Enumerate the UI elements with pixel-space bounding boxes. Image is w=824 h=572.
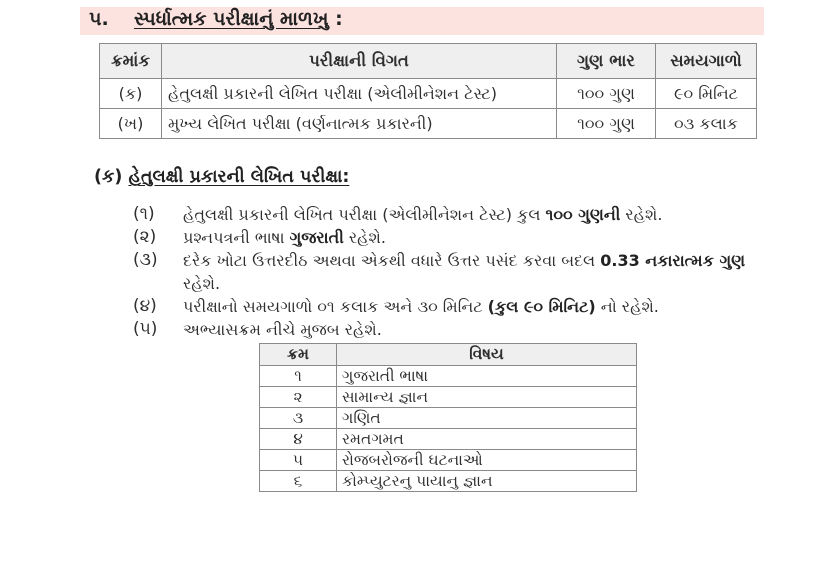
exam-structure-table bbox=[99, 43, 757, 139]
list-item bbox=[133, 203, 773, 226]
section-title-colon: : bbox=[328, 8, 343, 30]
list-item bbox=[133, 318, 773, 341]
cell-serial: (ખ) bbox=[100, 109, 162, 139]
cell-marks: ૧૦૦ ગુણ bbox=[557, 79, 656, 109]
header-duration: સમયગાળો bbox=[656, 44, 757, 79]
list-text: દરેક ખોટા ઉત્તરદીઠ અથવા એકથી વધારે ઉત્તર પસંદ કરવા બદલ 0.33 નકારાત્મક ગુણ રહેશે. bbox=[183, 251, 746, 293]
list-number: (૩) bbox=[133, 250, 158, 270]
header-exam-detail: પરીક્ષાની વિગત bbox=[162, 44, 557, 79]
cell-serial: ૬ bbox=[260, 471, 337, 492]
cell-serial: ૧ bbox=[260, 366, 337, 387]
table-row bbox=[100, 109, 757, 139]
cell-serial: ૪ bbox=[260, 429, 337, 450]
cell-subject: રોજબરોજની ઘટનાઓ bbox=[337, 450, 637, 471]
list-number: (૧) bbox=[133, 204, 155, 224]
list-text: અભ્યાસક્રમ નીચે મુજબ રહેશે. bbox=[183, 320, 382, 339]
table-row bbox=[260, 387, 637, 408]
list-text: પ્રશ્નપત્રની ભાષા ગુજરાતી રહેશે. bbox=[183, 228, 386, 247]
section-title-text: સ્પર્ધાત્મક પરીક્ષાનું માળખુ bbox=[134, 8, 329, 30]
table-header-row bbox=[260, 344, 637, 366]
cell-subject: સામાન્ય જ્ઞાન bbox=[337, 387, 637, 408]
header-marks: ગુણ ભાર bbox=[557, 44, 656, 79]
section-number: ૫. bbox=[89, 8, 109, 30]
cell-subject: ગણિત bbox=[337, 408, 637, 429]
cell-serial: ૫ bbox=[260, 450, 337, 471]
header-serial: ક્રમાંક bbox=[100, 44, 162, 79]
cell-serial: ૩ bbox=[260, 408, 337, 429]
cell-marks: ૧૦૦ ગુણ bbox=[557, 109, 656, 139]
table-header-row bbox=[100, 44, 757, 79]
table-row bbox=[260, 450, 637, 471]
list-text: પરીક્ષાનો સમયગાળો ૦૧ કલાક અને ૩૦ મિનિટ (કુલ ૯૦ મિનિટ) નો રહેશે. bbox=[183, 297, 659, 316]
cell-exam-detail: મુખ્ય લેખિત પરીક્ષા (વર્ણનાત્મક પ્રકારની) bbox=[162, 109, 557, 139]
list-number: (૨) bbox=[133, 227, 157, 247]
table-row bbox=[260, 408, 637, 429]
table-row bbox=[100, 79, 757, 109]
subsection-title: હેતુલક્ષી પ્રકારની લેખિત પરીક્ષા: bbox=[128, 167, 350, 187]
section-title bbox=[134, 8, 343, 30]
cell-subject: રમતગમત bbox=[337, 429, 637, 450]
cell-serial: ૨ bbox=[260, 387, 337, 408]
subsection-heading bbox=[94, 167, 349, 187]
header-subject: વિષય bbox=[337, 344, 637, 366]
table-row bbox=[260, 366, 637, 387]
list-item bbox=[133, 226, 773, 249]
list-number: (૪) bbox=[133, 296, 157, 316]
header-serial: ક્રમ bbox=[260, 344, 337, 366]
list-text: હેતુલક્ષી પ્રકારની લેખિત પરીક્ષા (એલીમીનેશન ટેસ્ટ) કુલ ૧૦૦ ગુણની રહેશે. bbox=[183, 205, 663, 224]
cell-subject: ગુજરાતી ભાષા bbox=[337, 366, 637, 387]
rules-list bbox=[133, 203, 773, 341]
subsection-number: (ક) bbox=[94, 167, 123, 187]
list-number: (૫) bbox=[133, 319, 158, 339]
list-item bbox=[133, 295, 773, 318]
cell-duration: ૯૦ મિનિટ bbox=[656, 79, 757, 109]
table-row bbox=[260, 471, 637, 492]
table-row bbox=[260, 429, 637, 450]
cell-exam-detail: હેતુલક્ષી પ્રકારની લેખિત પરીક્ષા (એલીમીનેશન ટેસ્ટ) bbox=[162, 79, 557, 109]
cell-duration: ૦૩ કલાક bbox=[656, 109, 757, 139]
cell-subject: કોમ્પ્યુટરનુ પાયાનુ જ્ઞાન bbox=[337, 471, 637, 492]
cell-serial: (ક) bbox=[100, 79, 162, 109]
syllabus-table bbox=[259, 343, 637, 492]
list-item bbox=[133, 249, 773, 295]
